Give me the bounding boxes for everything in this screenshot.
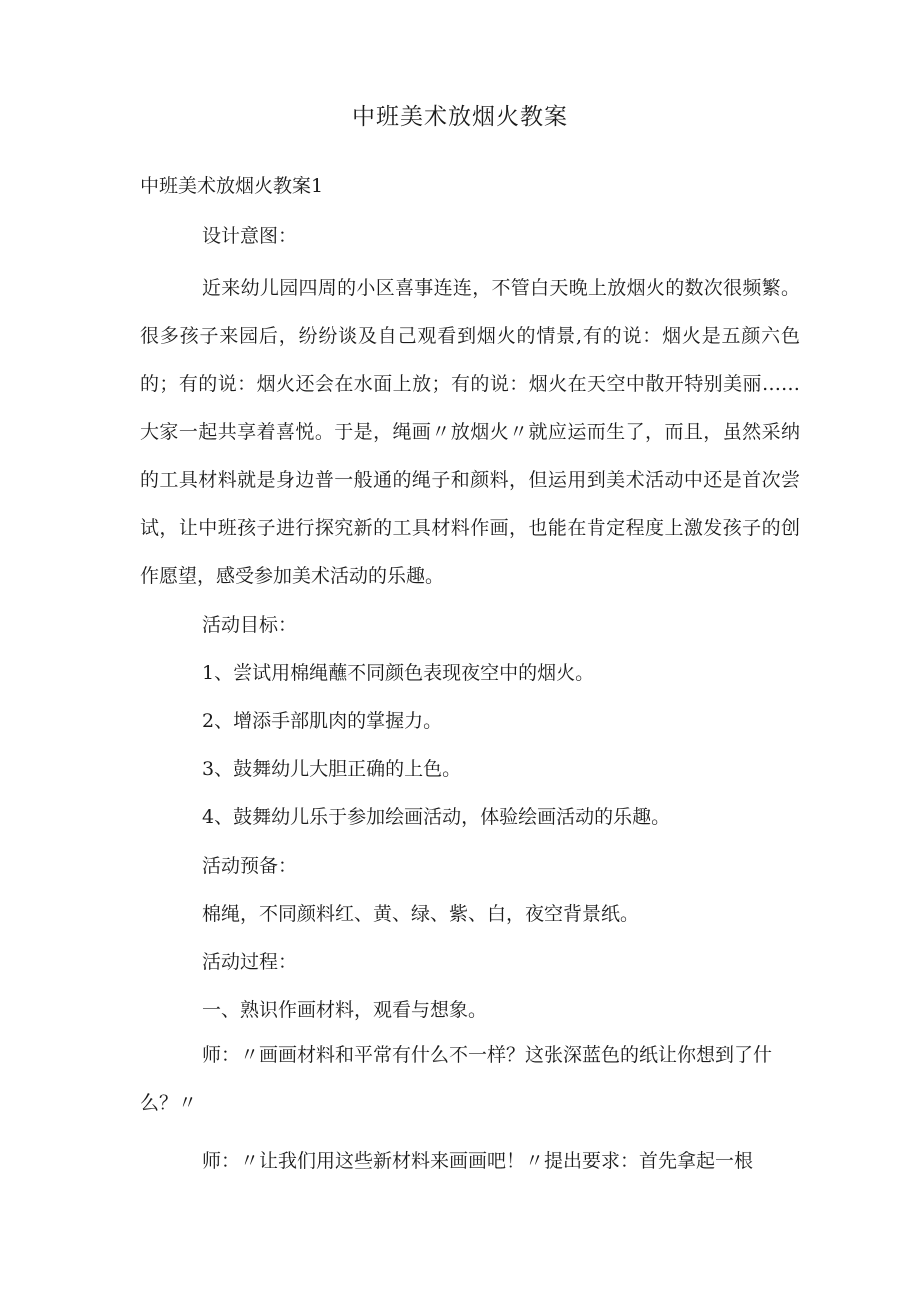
design-intent-heading: 设计意图：: [202, 225, 298, 247]
goals-heading: 活动目标：: [202, 614, 298, 636]
goal-item-2: 2、增添手部肌肉的掌握力。: [202, 710, 443, 732]
process-step-1: 一、熟识作画材料，观看与想象。: [202, 999, 488, 1021]
document-title: 中班美术放烟火教案: [352, 104, 568, 130]
prep-heading: 活动预备：: [202, 855, 298, 877]
process-heading: 活动过程：: [202, 951, 298, 973]
goal-item-4: 4、鼓舞幼儿乐于参加绘画活动，体验绘画活动的乐趣。: [202, 806, 671, 828]
design-intent-paragraph: 近来幼儿园四周的小区喜事连连，不管白天晚上放烟火的数次很频繁。很多孩子来园后，纷纷谈及自己观看到烟火的情景,有的说：烟火是五颜六色的；有的说：烟火还会在水面上放；有的说：烟火在天空中散开特别美丽……大家一起共享着喜悦。于是，绳画〃放烟火〃就应运而生了，而且，虽然采纳的工具材料就是身边普一般通的绳子和颜料，但运用到美术活动中还是首次尝试，让中班孩子进行探究新的工具材料作画，也能在肯定程度上激发孩子的创作愿望，感受参加美术活动的乐趣。: [140, 277, 800, 587]
goal-item-1: 1、尝试用棉绳蘸不同颜色表现夜空中的烟火。: [202, 662, 595, 684]
goal-item-3: 3、鼓舞幼儿大胆正确的上色。: [202, 758, 462, 780]
section-title: 中班美术放烟火教案1: [140, 175, 324, 197]
prep-body: 棉绳，不同颜料红、黄、绿、紫、白，夜空背景纸。: [202, 903, 640, 925]
teacher-question-2: 师：〃让我们用这些新材料来画画吧！〃提出要求：首先拿起一根: [202, 1150, 754, 1172]
teacher-question-1: 师：〃画画材料和平常有什么不一样？这张深蓝色的纸让你想到了什么？〃: [140, 1044, 773, 1114]
